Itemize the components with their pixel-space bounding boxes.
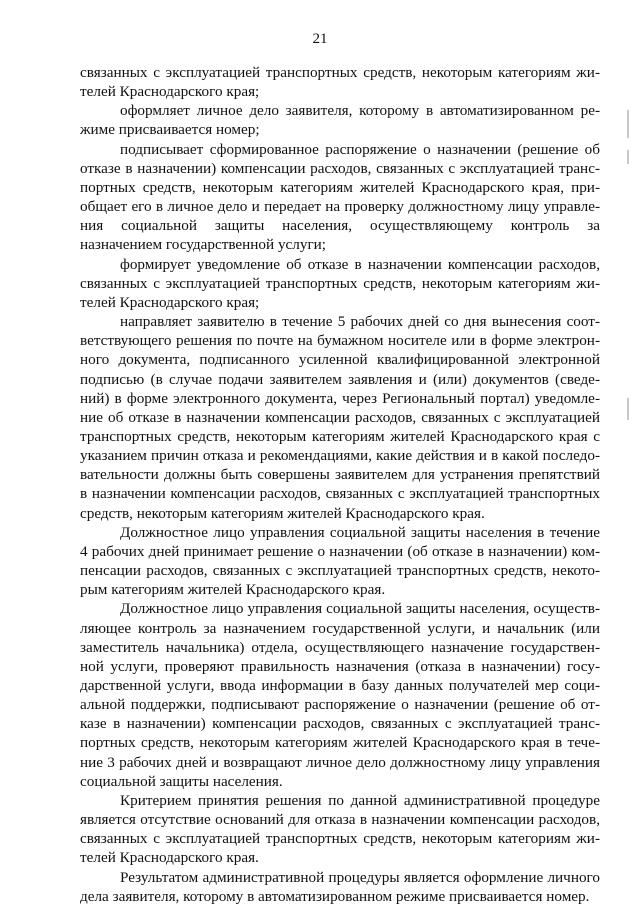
paragraph-sign-order: подписывает сформированное распоряжение о назначении (решение об отказе в назначении) компенсации расходов, связанных с эксплуатацией транспортных средств, некоторым категориям жителей Краснодарского края, приобщает его в личное дело и передает на проверку должностному лицу управления социальной защиты населения, осуществляющему контроль за назначением государственной услуги;: [80, 140, 600, 254]
paragraph-continuation: связанных с эксплуатацией транспортных средств, некоторым категориям жителей Краснодарского края;: [80, 64, 600, 101]
document-body: [80, 63, 600, 906]
scan-margin-mark: [627, 150, 629, 164]
paragraph-form-notice: формирует уведомление об отказе в назначении компенсации расходов, связанных с эксплуатацией транспортных средств, некоторым категориям жителей Краснодарского края;: [80, 255, 600, 311]
paragraph-result: Результатом административной процедуры является оформление личного дела заявителя, которому в автоматизированном режиме присваивается номер.: [80, 868, 600, 905]
paragraph-send-notice: направляет заявителю в течение 5 рабочих дней со дня вынесения соответствующего решения по почте на бумажном носителе или в форме электронного документа, подписанного усиленной квалифицированной электронной подписью (в случае подачи заявителем заявления и (или) документов (сведений) в форме электронного документа, через Региональный портал) уведомление об отказе в назначении компенсации расходов, связанных с эксплуатацией транспортных средств, некоторым категориям жителей Краснодарского края с указанием причин отказа и рекомендациями, какие действия и в какой последовательности должны быть совершены заявителем для устранения препятствий в назначении компенсации расходов, связанных с эксплуатацией транспортных средств, некоторым категориям жителей Краснодарского края.: [80, 313, 600, 522]
paragraph-personal-file: оформляет личное дело заявителя, которому в автоматизированном режиме присваивается номер;: [80, 102, 600, 139]
paragraph-decision-term: Должностное лицо управления социальной защиты населения в течение 4 рабочих дней принимает решение о назначении (об отказе в назначении) компенсации расходов, связанных с эксплуатацией транспортных средств, некоторым категориям жителей Краснодарского края.: [80, 523, 600, 599]
scan-margin-mark: [627, 398, 629, 420]
page-number: 21: [312, 31, 328, 47]
paragraph-criterion: Критерием принятия решения по данной административной процедуре является отсутствие оснований для отказа в назначении компенсации расходов, связанных с эксплуатацией транспортных средств, некоторым категориям жителей Краснодарского края.: [80, 791, 600, 867]
paragraph-verification: Должностное лицо управления социальной защиты населения, осуществляющее контроль за назначением государственной услуги, и начальник (или заместитель начальника) отдела, осуществляющего назначение государственной услуги, проверяют правильность назначения (отказа в назначении) государственной услуги, ввода информации в базу данных получателей мер социальной поддержки, подписывают распоряжение о назначении (решение об отказе в назначении) компенсации расходов, связанных с эксплуатацией транспортных средств, некоторым категориям жителей Краснодарского края в течение 3 рабочих дней и возвращают личное дело должностному лицу управления социальной защиты населения.: [80, 600, 600, 790]
scan-margin-mark: [627, 110, 629, 138]
